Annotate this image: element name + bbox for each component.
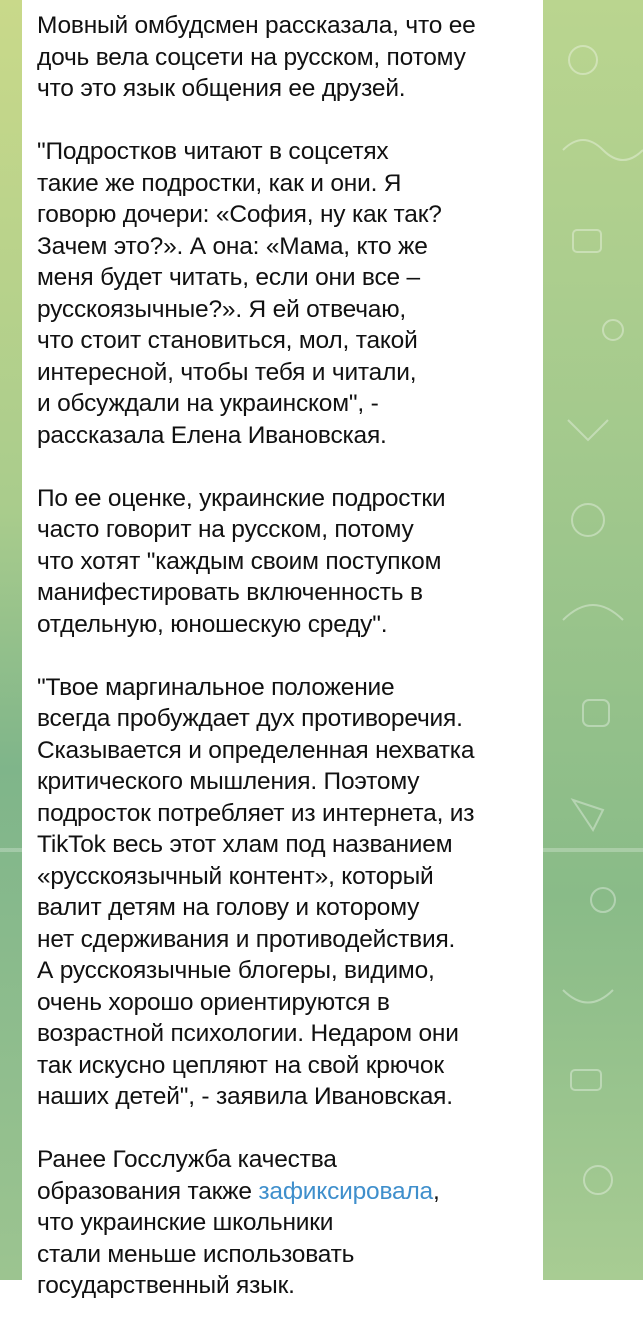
text-line: всегда пробуждает дух противоречия.	[37, 705, 463, 732]
message-text	[37, 10, 529, 1333]
paragraph-3	[37, 483, 529, 641]
text-line: что это язык общения ее друзей.	[37, 75, 406, 102]
text-line: что хотят "каждым своим поступком	[37, 547, 442, 575]
text-line: отдельную, юношескую среду".	[37, 610, 388, 638]
paragraph-2	[37, 136, 529, 451]
text-fragment: образования также	[37, 1177, 259, 1205]
text-line: Мовный омбудсмен рассказала, что ее	[37, 12, 476, 39]
text-line: критического мышления. Поэтому	[37, 768, 420, 795]
text-line: нет сдерживания и противодействия.	[37, 925, 456, 953]
text-line: государственный язык.	[37, 1272, 295, 1299]
text-line: стали меньше использовать	[37, 1240, 355, 1268]
text-line: По ее оценке, украинские подростки	[37, 484, 446, 512]
text-line: меня будет читать, если они все –	[37, 264, 420, 291]
text-line: что стоит становиться, мол, такой	[37, 327, 418, 354]
text-line: Зачем это?». А она: «Мама, кто же	[37, 232, 428, 260]
paragraph-1	[37, 10, 529, 105]
text-line: интересной, чтобы тебя и читали,	[37, 358, 417, 386]
text-line: валит детям на голову и которому	[37, 894, 420, 921]
text-line: очень хорошо ориентируются в	[37, 988, 390, 1016]
text-fragment: ,	[432, 1177, 440, 1205]
wallpaper-doodle-pattern	[543, 0, 643, 1280]
text-line: Ранее Госслужба качества	[37, 1146, 337, 1173]
text-line: "Подростков читают в соцсетях	[37, 138, 389, 165]
text-line: рассказала Елена Ивановская.	[37, 421, 387, 449]
text-line: часто говорит на русском, потому	[37, 516, 414, 543]
text-line: дочь вела соцсети на русском, потому	[37, 43, 466, 71]
fixed-link[interactable]: зафиксировала	[258, 1177, 433, 1205]
text-line: такие же подростки, как и они. Я	[37, 169, 402, 197]
text-line: возрастной психологии. Недаром они	[37, 1020, 459, 1047]
text-line: так искусно цепляют на свой крючок	[37, 1051, 444, 1079]
paragraph-5	[37, 1144, 529, 1302]
text-line: TikTok весь этот хлам под названием	[37, 831, 453, 858]
wallpaper-left-strip	[0, 0, 22, 1280]
text-line: «русскоязычный контент», который	[37, 862, 434, 890]
text-line: наших детей", - заявила Ивановская.	[37, 1083, 453, 1110]
paragraph-4	[37, 672, 529, 1113]
text-line: подросток потребляет из интернета, из	[37, 799, 475, 827]
text-line: что украинские школьники	[37, 1209, 334, 1236]
text-line: манифестировать включенность в	[37, 579, 423, 606]
text-line-with-link	[37, 1176, 529, 1208]
text-line: А русскоязычные блогеры, видимо,	[37, 957, 435, 984]
text-line: Сказывается и определенная нехватка	[37, 736, 475, 764]
text-line: говорю дочери: «София, ну как так?	[37, 201, 442, 228]
message-bubble[interactable]	[22, 0, 543, 1299]
text-line: "Твое маргинальное положение	[37, 673, 395, 701]
text-line: и обсуждали на украинском", -	[37, 390, 379, 417]
text-line: русскоязычные?». Я ей отвечаю,	[37, 295, 407, 323]
